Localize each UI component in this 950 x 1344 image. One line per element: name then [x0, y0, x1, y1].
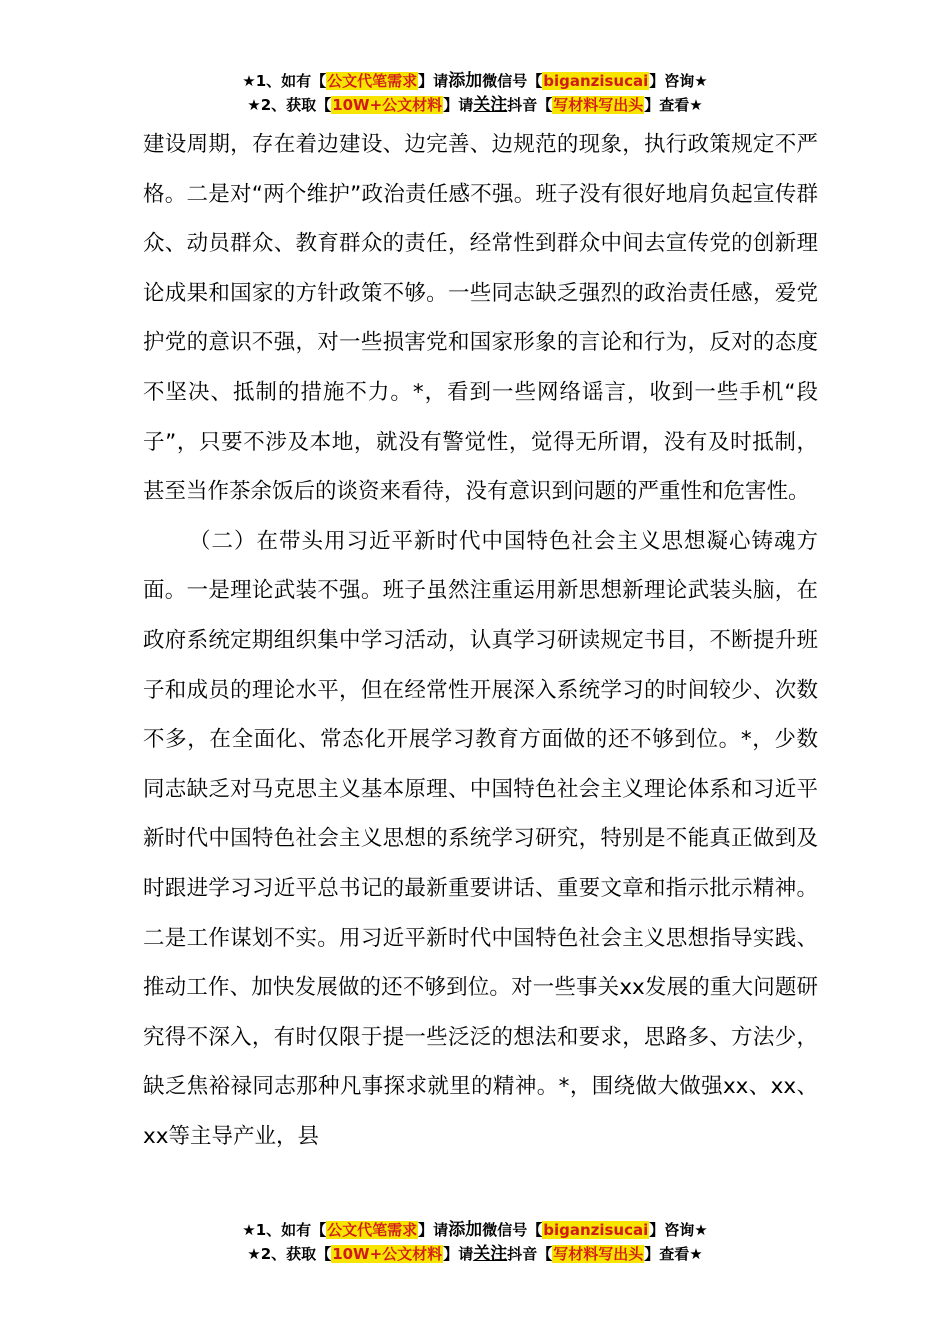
- star-icon: ★: [689, 96, 703, 114]
- banner-line-1: [0, 69, 950, 93]
- bottom-banner: [0, 1218, 950, 1266]
- banner-text: 微信号【: [482, 72, 543, 90]
- banner-highlight: 公文代笔需求: [327, 72, 418, 90]
- top-banner: [0, 69, 950, 117]
- banner-text: 】查看: [644, 1245, 690, 1263]
- banner-text: 2、获取【: [260, 96, 332, 114]
- banner-highlight: 10W+公文材料: [332, 1245, 443, 1263]
- banner-line-2: [0, 93, 950, 117]
- star-icon: ★: [689, 1245, 703, 1263]
- banner-text: 抖音【: [507, 96, 553, 114]
- banner-highlight: biganzisucai: [543, 72, 649, 90]
- banner-highlight: 写材料写出头: [553, 96, 644, 114]
- banner-emphasis: 关注: [473, 1244, 508, 1264]
- star-icon: ★: [247, 1245, 261, 1263]
- banner-text: 微信号【: [482, 1221, 543, 1239]
- banner-text: 】请: [418, 1221, 449, 1239]
- banner-emphasis: 关注: [473, 95, 508, 115]
- banner-text: 】咨询: [649, 1221, 695, 1239]
- banner-text: 】请: [443, 96, 474, 114]
- banner-highlight: biganzisucai: [543, 1221, 649, 1239]
- banner-text: 】咨询: [649, 72, 695, 90]
- banner-text: 1、如有【: [255, 1221, 327, 1239]
- document-body: [143, 120, 818, 1161]
- banner-emphasis: 添加: [448, 71, 483, 91]
- star-icon: ★: [242, 1221, 256, 1239]
- banner-text: 】查看: [644, 96, 690, 114]
- banner-line-1: [0, 1218, 950, 1242]
- banner-emphasis: 添加: [448, 1220, 483, 1240]
- star-icon: ★: [242, 72, 256, 90]
- banner-text: 抖音【: [507, 1245, 553, 1263]
- banner-highlight: 公文代笔需求: [327, 1221, 418, 1239]
- star-icon: ★: [694, 1221, 708, 1239]
- paragraph-continued: 建设周期，存在着边建设、边完善、边规范的现象，执行政策规定不严格。二是对“两个维护”政治责任感不强。班子没有很好地肩负起宣传群众、动员群众、教育群众的责任，经常性到群众中间去宣传党的创新理论成果和国家的方针政策不够。一些同志缺乏强烈的政治责任感，爱党护党的意识不强，对一些损害党和国家形象的言论和行为，反对的态度不坚决、抵制的措施不力。*，看到一些网络谣言，收到一些手机“段子”，只要不涉及本地，就没有警觉性，觉得无所谓，没有及时抵制，甚至当作茶余饭后的谈资来看待，没有意识到问题的严重性和危害性。: [143, 132, 818, 505]
- star-icon: ★: [247, 96, 261, 114]
- paragraph-section-2: （二）在带头用习近平新时代中国特色社会主义思想凝心铸魂方面。一是理论武装不强。班子虽然注重运用新思想新理论武装头脑，在政府系统定期组织集中学习活动，认真学习研读规定书目，不断提升班子和成员的理论水平，但在经常性开展深入系统学习的时间较少、次数不多，在全面化、常态化开展学习教育方面做的还不够到位。*，少数同志缺乏对马克思主义基本原理、中国特色社会主义理论体系和习近平新时代中国特色社会主义思想的系统学习研究，特别是不能真正做到及时跟进学习习近平总书记的最新重要讲话、重要文章和指示批示精神。二是工作谋划不实。用习近平新时代中国特色社会主义思想指导实践、推动工作、加快发展做的还不够到位。对一些事关xx发展的重大问题研究得不深入，有时仅限于提一些泛泛的想法和要求，思路多、方法少，缺乏焦裕禄同志那种凡事探求就里的精神。*，围绕做大做强xx、xx、xx等主导产业，县: [143, 528, 818, 1149]
- banner-highlight: 10W+公文材料: [332, 96, 443, 114]
- banner-text: 】请: [418, 72, 449, 90]
- banner-line-2: [0, 1242, 950, 1266]
- banner-text: 2、获取【: [260, 1245, 332, 1263]
- banner-text: 1、如有【: [255, 72, 327, 90]
- banner-highlight: 写材料写出头: [553, 1245, 644, 1263]
- star-icon: ★: [694, 72, 708, 90]
- banner-text: 】请: [443, 1245, 474, 1263]
